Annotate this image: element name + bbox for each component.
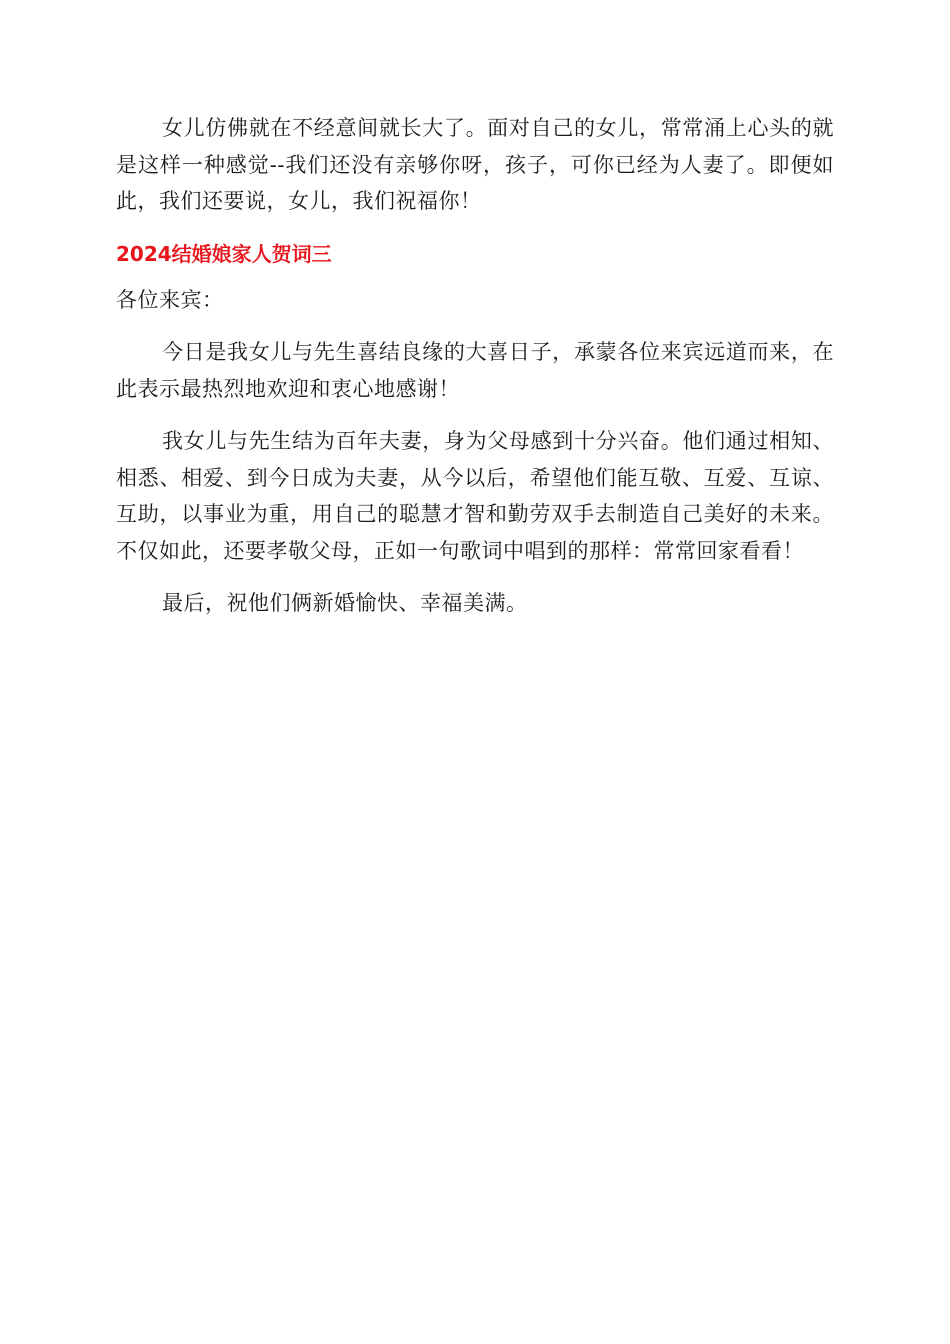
paragraph-welcome: 今日是我女儿与先生喜结良缘的大喜日子，承蒙各位来宾远道而来，在此表示最热烈地欢迎和衷心地感谢！ (116, 340, 834, 401)
section-heading: 2024结婚娘家人贺词三 (116, 241, 332, 266)
paragraph-closing: 最后，祝他们俩新婚愉快、幸福美满。 (162, 591, 528, 615)
paragraph-wishes: 我女儿与先生结为百年夫妻，身为父母感到十分兴奋。他们通过相知、相悉、相爱、到今日成为夫妻，从今以后，希望他们能互敬、互爱、互谅、互助，以事业为重，用自己的聪慧才智和勤劳双手去制造自己美好的未来。不仅如此，还要孝敬父母，正如一句歌词中唱到的那样：常常回家看看！ (116, 429, 834, 563)
document-body (116, 110, 834, 638)
paragraph-daughter-grown: 女儿仿佛就在不经意间就长大了。面对自己的女儿，常常涌上心头的就是这样一种感觉--我们还没有亲够你呀，孩子，可你已经为人妻了。即便如此，我们还要说，女儿，我们祝福你！ (116, 116, 834, 213)
salutation: 各位来宾： (116, 287, 224, 312)
